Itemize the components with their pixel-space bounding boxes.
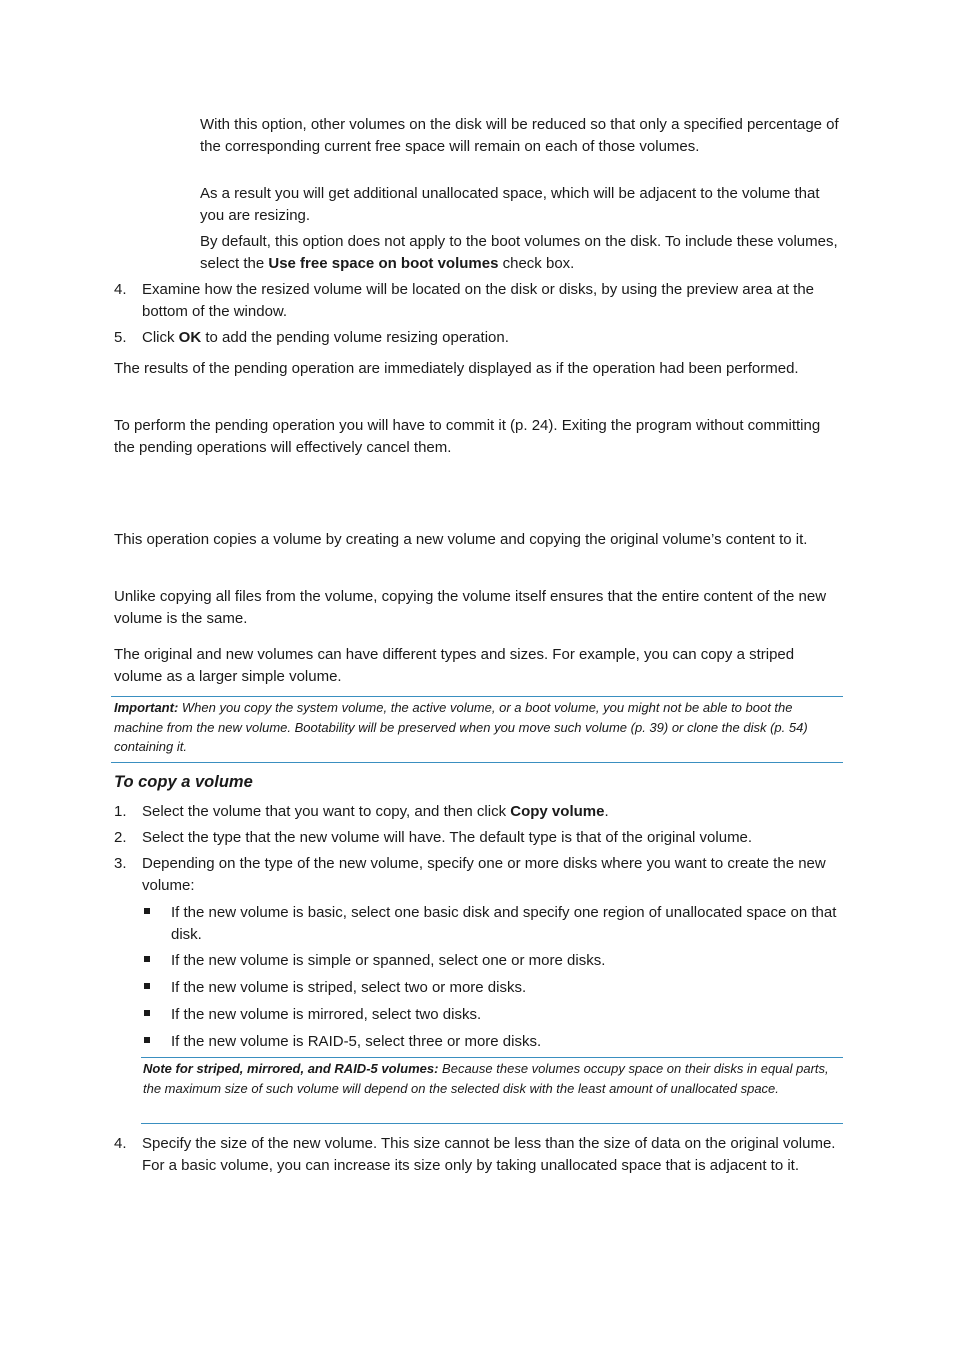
disk-bullet-item: If the new volume is RAID-5, select three or more disks. — [171, 1033, 542, 1050]
copy-intro-paragraph: This operation copies a volume by creating a new volume and copying the original volume’s content to it. — [114, 531, 808, 548]
important-note — [114, 698, 830, 757]
ok-label: OK — [178, 329, 202, 346]
procedure-heading: To copy a volume — [114, 773, 253, 791]
copy-step-2: Select the type that the new volume will have. The default type is that of the original volume. — [142, 829, 753, 846]
disk-bullet-item: If the new volume is striped, select two or more disks. — [171, 979, 527, 996]
step-number: 3. — [114, 855, 127, 872]
note-top-rule — [111, 696, 843, 697]
striped-note-text: Because these volumes occupy space on their disks in equal parts, the maximum size of such volume will depend on the selected disk with the least amount of unallocated space. — [143, 1061, 829, 1096]
striped-note-label: Note for striped, mirrored, and RAID-5 volumes: — [143, 1061, 439, 1076]
disk-bullet-item: If the new volume is basic, select one basic disk and specify one region of unallocated space on that disk. — [171, 904, 837, 943]
commit-paragraph: To perform the pending operation you will have to commit it (p. 24). Exiting the program without committing the pending operations will effectively cancel them. — [114, 417, 821, 456]
step-number: 4. — [114, 281, 127, 298]
bullet-icon — [144, 983, 150, 989]
use-free-space-label: Use free space on boot volumes — [268, 254, 499, 272]
step-text: Select the volume that you want to copy, and then click — [142, 803, 511, 820]
note-bottom-rule — [111, 762, 843, 763]
bullet-icon — [144, 1010, 150, 1016]
disk-bullet-item: If the new volume is simple or spanned, select one or more disks. — [171, 952, 606, 969]
important-label: Important: — [114, 700, 179, 715]
copy-step-4: Specify the size of the new volume. This size cannot be less than the size of data on the original volume. For a basic volume, you can increase its size only by taking unallocated space that is adjacent to it. — [142, 1135, 836, 1174]
copy-unlike-paragraph: Unlike copying all files from the volume, copying the volume itself ensures that the entire content of the new volume is the same. — [114, 588, 827, 627]
results-paragraph: The results of the pending operation are immediately displayed as if the operation had been performed. — [114, 360, 799, 377]
bullet-icon — [144, 956, 150, 962]
step-text: Click — [142, 329, 179, 346]
bullet-icon — [144, 1037, 150, 1043]
bullet-icon — [144, 908, 150, 914]
step-number: 1. — [114, 803, 127, 820]
striped-note-top-rule — [141, 1057, 843, 1058]
step-text-suffix: . — [604, 803, 609, 820]
copy-step-1 — [142, 801, 842, 823]
resize-step-4: Examine how the resized volume will be located on the disk or disks, by using the preview area at the bottom of the window. — [142, 281, 815, 320]
step-number: 2. — [114, 829, 127, 846]
copy-types-paragraph: The original and new volumes can have different types and sizes. For example, you can copy a striped volume as a larger simple volume. — [114, 646, 795, 685]
striped-note-bottom-rule — [141, 1123, 843, 1124]
option-p3-text: By default, this option does not apply to the boot volumes on the disk. To include these volumes, select the — [200, 233, 838, 272]
striped-note — [143, 1059, 831, 1098]
option-p3-suffix: check box. — [498, 254, 575, 272]
copy-step-3: Depending on the type of the new volume, specify one or more disks where you want to create the new volume: — [142, 855, 826, 894]
resize-step-5 — [142, 327, 842, 349]
copy-volume-label: Copy volume — [510, 803, 605, 820]
step-number: 4. — [114, 1135, 127, 1152]
step-text-suffix: to add the pending volume resizing operation. — [201, 329, 509, 346]
important-text: When you copy the system volume, the active volume, or a boot volume, you might not be able to boot the machine from the new volume. Bootability will be preserved when you move such volume (p. 39) or clone the disk (p. 54) containing it. — [114, 700, 808, 754]
option-paragraph-1: With this option, other volumes on the disk will be reduced so that only a specified percentage of the corresponding current free space will remain on each of those volumes. — [200, 116, 839, 155]
disk-bullet-item: If the new volume is mirrored, select two disks. — [171, 1006, 482, 1023]
option-paragraph-3 — [200, 231, 840, 274]
step-number: 5. — [114, 329, 127, 346]
option-paragraph-2: As a result you will get additional unallocated space, which will be adjacent to the volume that you are resizing. — [200, 185, 820, 224]
